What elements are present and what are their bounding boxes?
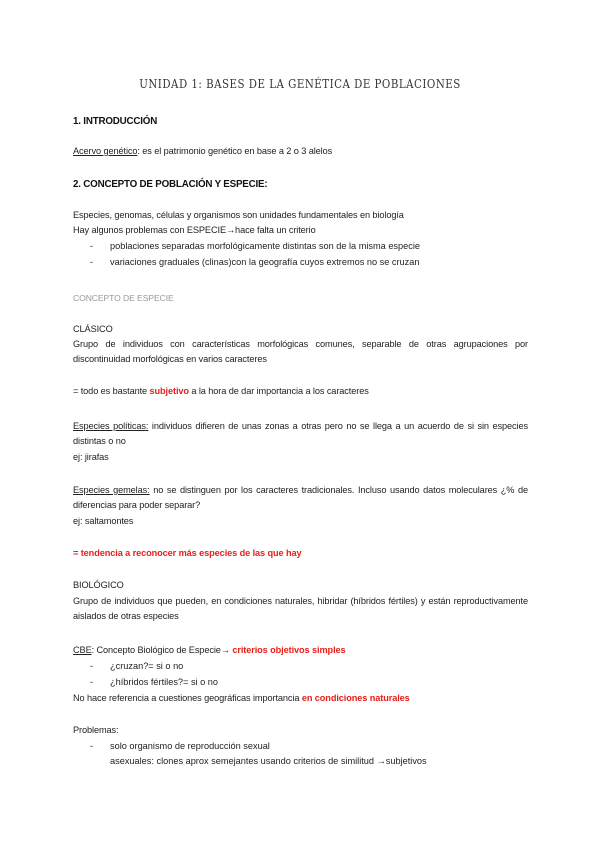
cbe-term: CBE	[73, 645, 92, 655]
especies-gemelas-paragraph	[73, 483, 528, 513]
especies-politicas-term: Especies políticas:	[73, 421, 149, 431]
list-item: - ¿híbridos fértiles?= si o no	[90, 677, 219, 687]
especies-politicas-text: individuos difieren de unas zonas a otras pero no se llega a un acuerdo de si sin especies distintas o no	[73, 421, 528, 446]
acervo-genetico-text: : es el patrimonio genético en base a 2 o 3 alelos	[137, 146, 333, 156]
text-span: No hace referencia a cuestiones geográficas importancia	[73, 693, 302, 703]
list-item-text: poblaciones separadas morfológicamente distintas son de la misma especie	[110, 241, 420, 251]
concepto-especie-subheading: CONCEPTO DE ESPECIE	[73, 293, 174, 303]
clasico-heading: CLÁSICO	[73, 324, 113, 334]
criterios-highlight: criterios objetivos simples	[232, 645, 346, 655]
list-item-text: ¿cruzan?= si o no	[110, 661, 184, 671]
tendencia-conclusion: = tendencia a reconocer más especies de las que hay	[73, 548, 302, 558]
list-item: - poblaciones separadas morfológicamente distintas son de la misma especie	[90, 241, 420, 251]
clasico-definition: Grupo de individuos con características morfológicas comunes, separable de otras agrupaciones por discontinuidad morfológicas en varios caracteres	[73, 339, 528, 364]
condiciones-naturales-highlight: en condiciones naturales	[301, 693, 410, 703]
example-saltamontes: ej: saltamontes	[73, 516, 134, 526]
list-item-text: variaciones graduales (clinas)con la geografía cuyos extremos no se cruzan	[110, 257, 420, 267]
acervo-genetico-line	[73, 144, 528, 159]
page-title: UNIDAD 1: BASES DE LA GENÉTICA DE POBLACIONES	[139, 76, 461, 91]
especies-politicas-paragraph	[73, 419, 528, 449]
list-item-continuation: asexuales: clones aprox semejantes usando criterios de similitud →subjetivos	[110, 756, 427, 766]
list-item: - ¿cruzan?= si o no	[90, 661, 184, 671]
section-introduccion-heading: 1. INTRODUCCIÓN	[73, 116, 158, 127]
paragraph-line: Especies, genomas, células y organismos son unidades fundamentales en biología	[73, 210, 404, 220]
acervo-genetico-term: Acervo genético	[73, 146, 138, 156]
list-item-text: ¿híbridos fértiles?= si o no	[110, 677, 219, 687]
problemas-label: Problemas:	[73, 725, 119, 735]
biologico-heading: BIOLÓGICO	[73, 580, 124, 590]
example-jirafas: ej: jirafas	[73, 452, 109, 462]
cbe-line	[73, 643, 528, 658]
cbe-text: : Concepto Biológico de Especie→	[91, 645, 233, 655]
list-item: - solo organismo de reproducción sexual	[90, 741, 270, 751]
text-span: a la hora de dar importancia a los caracteres	[188, 386, 369, 396]
list-item-text: solo organismo de reproducción sexual	[110, 741, 270, 751]
list-item: - variaciones graduales (clinas)con la geografía cuyos extremos no se cruzan	[90, 257, 420, 267]
biologico-definition: Grupo de individuos que pueden, en condiciones naturales, hibridar (híbridos fértiles) y están reproductivamente aislados de otras especies	[73, 596, 528, 621]
subjetivo-highlight: subjetivo	[149, 386, 189, 396]
paragraph-line: Hay algunos problemas con ESPECIE→hace falta un criterio	[73, 225, 316, 235]
subjetivo-line	[73, 384, 528, 399]
section-poblacion-heading: 2. CONCEPTO DE POBLACIÓN Y ESPECIE:	[73, 179, 268, 190]
especies-gemelas-term: Especies gemelas:	[73, 485, 150, 495]
geografia-line	[73, 691, 528, 706]
especies-gemelas-text: no se distinguen por los caracteres tradicionales. Incluso usando datos moleculares ¿% de diferencias para poder separar?	[73, 485, 528, 510]
text-span: = todo es bastante	[73, 386, 150, 396]
